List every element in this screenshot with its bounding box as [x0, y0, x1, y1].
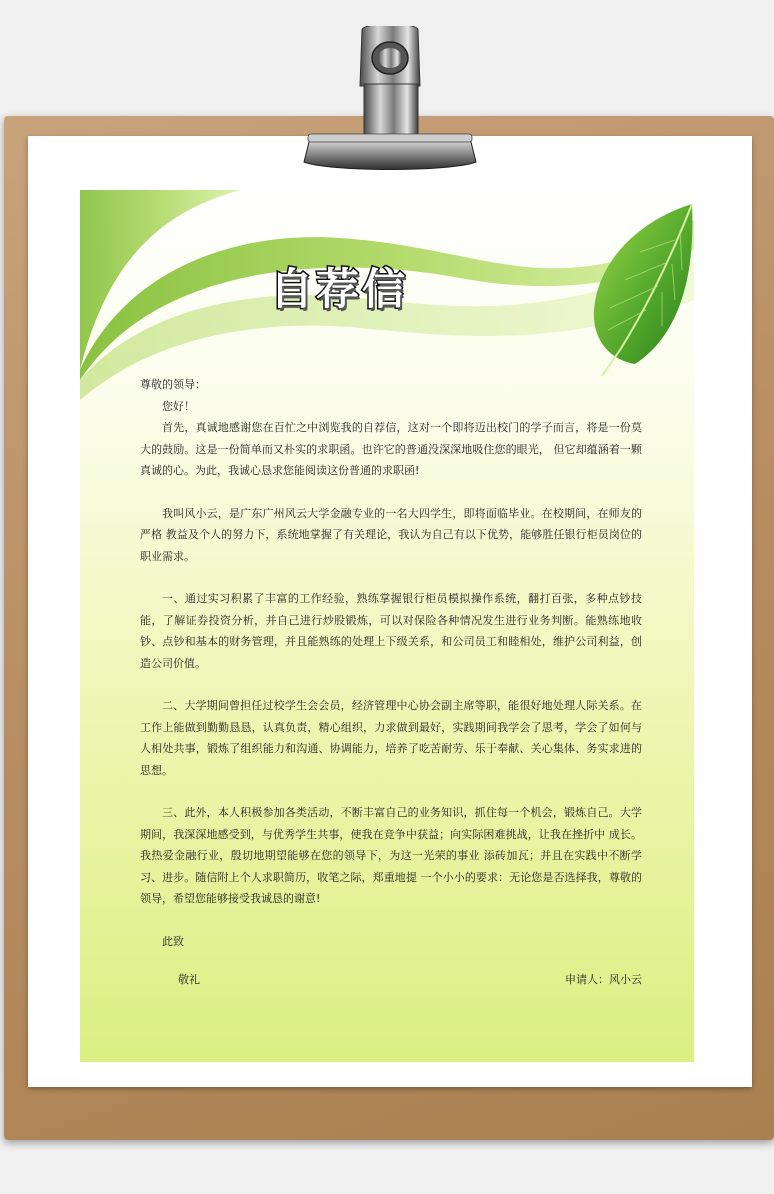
paragraph-point-2: 二、大学期间曾担任过校学生会会员，经济管理中心协会副主席等职，能很好地处理人际关系。在工作上能做到勤勤恳恳，认真负责，精心组织，力求做到最好，实践期间我学会了思考，学会了如何与人相处共事，锻炼了组织能力和沟通、协调能力，培养了吃苦耐劳、乐于奉献、关心集体、务实求进的思想。	[140, 699, 642, 777]
paragraph-point-3: 三、此外，本人积极参加各类活动，不断丰富自己的业务知识，抓住每一个机会，锻炼自己。大学期间，我深深地感受到，与优秀学生共事，使我在竞争中获益；向实际困难挑战，让我在挫折中 成长。我热爱金融行业，殷切地期望能够在您的领导下，为这一光荣的事业 添砖加瓦；并且在实践中不断学习、进步。随信附上个人求职简历，收笔之际，郑重地提 一个小小的要求：无论您是否选择我，尊敬的领导，希望您能够接受我诚恳的谢意!	[140, 806, 642, 905]
salutation: 您好！	[162, 399, 195, 413]
letter-title: 自荐信	[270, 265, 408, 315]
paragraph-self-intro: 我叫风小云，是广东广州风云大学金融专业的一名大四学生，即将面临毕业。在校期间，在师友的严格 教益及个人的努力下，系统地掌握了有关理论，我认为自己有以下优势，能够胜任银行柜员岗位的职业需求。	[140, 506, 642, 563]
binder-clip-icon	[300, 26, 480, 176]
closing-regards: 敬礼	[178, 973, 200, 986]
closing-line: 此致	[162, 934, 184, 948]
paragraph-point-1: 一、通过实习积累了丰富的工作经验，熟练掌握银行柜员模拟操作系统，翻打百张，多种点钞技能，了解证券投资分析，并自己进行炒股锻炼，可以对保险各种情况发生进行业务判断。能熟练地收钞、点钞和基本的财务管理，并且能熟练的处理上下级关系，和公司员工和睦相处，维护公司利益，创造公司价值。	[140, 592, 642, 670]
paragraph-intro: 首先，真诚地感谢您在百忙之中浏览我的自荐信，这对一个即将迈出校门的学子而言，将是一份莫大的鼓励。这是一份简单而又朴实的求职函。也许它的普通没深深地吸住您的眼光， 但它却蕴涵着一颗真诚的心。为此，我诚心恳求您能阅读这份普通的求职函!	[140, 421, 642, 477]
letter-body	[140, 374, 642, 990]
signature-row	[140, 969, 642, 990]
letter-page	[80, 190, 694, 1062]
applicant-signature: 申请人：风小云	[565, 973, 642, 986]
green-leaf-icon	[580, 200, 694, 376]
greeting: 尊敬的领导：	[140, 378, 206, 391]
